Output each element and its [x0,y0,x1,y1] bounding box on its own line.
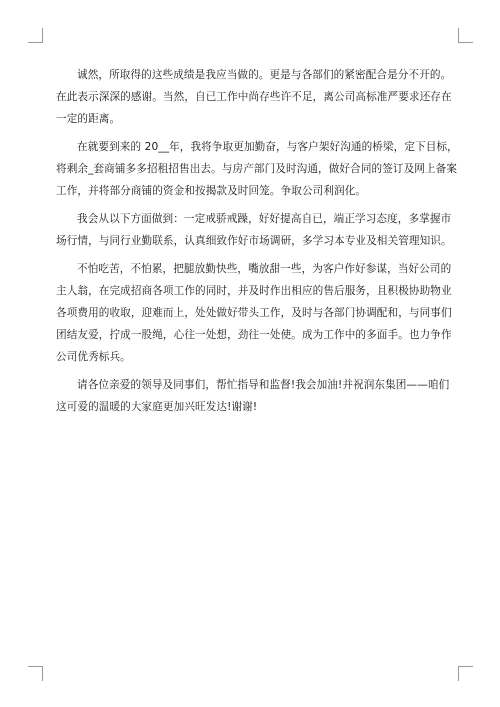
crop-mark-bottom-right [458,666,473,681]
text-line: 工作，并将部分商铺的资金和按揭款及时回笼。争取公司利润化。 [56,185,367,197]
crop-mark-top-left [28,28,43,43]
text-line: 在就要到来的 20__年，我将争取更加勤奋，与客户架好沟通的桥梁，定下目标， [77,141,458,153]
text-line: 将剩余_套商铺多多招租招售出去。与房产部门及时沟通，做好合同的签订及网上备案 [56,163,458,175]
text-line: 请各位亲爱的领导及同事们，帮忙指导和监督!我会加油!并祝润东集团——咱们 [77,379,450,391]
paragraph-4 [56,258,452,368]
paragraph-5 [56,374,450,418]
text-line: 场行情，与同行业勤联系，认真细致作好市场调研，多学习本专业及相关管理知识。 [56,235,452,247]
text-line: 不怕吃苦，不怕累，把腿放勤快些，嘴放甜一些，为客户作好参谋，当好公司的 [77,263,452,275]
paragraph-2 [56,136,458,202]
crop-mark-bottom-left [28,666,43,681]
document-body [56,64,458,418]
paragraph-3 [56,208,452,252]
text-line: 各项费用的收取，迎难而上，处处做好带头工作，及时与各部门协调配和，与同事们 [56,307,452,319]
text-line: 公司优秀标兵。 [56,351,131,363]
crop-mark-top-right [458,28,473,43]
text-line: 主人翁，在完成招商各项工作的同时，并及时作出相应的售后服务，且积极协助物业 [56,285,452,297]
text-line: 一定的距离。 [56,113,121,125]
paragraph-1 [56,64,452,130]
text-line: 在此表示深深的感谢。当然，自已工作中尚存些许不足，离公司高标准严要求还存在 [56,91,452,103]
text-line: 诚然，所取得的这些成绩是我应当做的。更是与各部们的紧密配合是分不开的。 [77,69,452,81]
text-line: 我会从以下方面做到：一定戒骄戒躁，好好提高自已，端正学习态度，多掌握市 [77,213,452,225]
text-line: 这可爱的温暖的大家庭更加兴旺发达!谢谢! [56,401,258,413]
text-line: 团结友爱，拧成一股绳，心往一处想，劲往一处使。成为工作中的多面手。也力争作 [56,329,452,341]
